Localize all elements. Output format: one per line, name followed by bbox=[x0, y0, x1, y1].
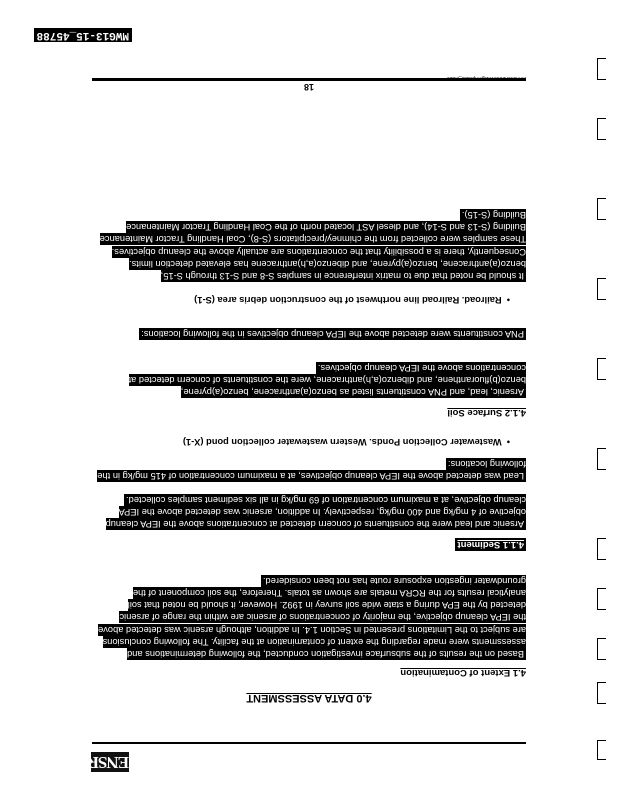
page-number: 18 bbox=[304, 82, 315, 92]
edge-mark bbox=[597, 588, 606, 610]
edge-mark bbox=[597, 58, 606, 80]
edge-mark bbox=[597, 638, 606, 660]
surface-soil-heading: 4.1.2 Surface Soil bbox=[447, 407, 526, 418]
surface-soil-paragraph-2: PNA constituents were detected above the IEPA cleanup objectives in the following locations: bbox=[141, 329, 524, 339]
subsection-heading: 4.1 Extent of Contamination bbox=[400, 667, 526, 678]
ensr-logo: ENSR bbox=[87, 753, 129, 772]
header-rule bbox=[92, 742, 526, 744]
sediment-bullet: • Wastewater Collection Ponds. Western wastewater collection pond (X-1) bbox=[182, 437, 510, 447]
edge-mark bbox=[597, 198, 606, 220]
edge-mark bbox=[597, 538, 606, 560]
sediment-paragraph-2: Lead was detected above the IEPA cleanup objectives, at a maximum concentration of 415 mg/kg in the following locations: bbox=[97, 458, 526, 481]
section-title: 4.0 DATA ASSESSMENT bbox=[246, 692, 372, 704]
footer-path: t:\...\ensr\2000\mwg\...\phase_ii.doc bbox=[92, 78, 526, 81]
surface-soil-paragraph-1: Arsenic, lead, and PNA constituents listed as benzo(a)anthracene, benzo(a)pyrene, benzo(b)fluoranthene, and dibenzo(a,h)anthracene, were the constituents of concern detected at concentrations above the IEPA cleanup objectives. bbox=[128, 362, 526, 397]
sediment-paragraph-1: Arsenic and lead were the constituents of concern detected at concentrations above the IEPA cleanup objective of 4 mg/kg and 400 mg/kg, respectively. In addition, arsenic was detected above the IEPA cleanup objective, at a maximum concentration of 69 mg/kg in all six sediment samples collected. bbox=[105, 494, 526, 529]
surface-soil-bullet: • Railroad. Railroad line northwest of the construction debris area (S-1) bbox=[194, 295, 510, 305]
edge-mark bbox=[597, 448, 606, 470]
surface-soil-paragraph-3: It should be noted that due to matrix interference in samples S-8 and S-13 through S-15, benzo(a)anthracene, benzo(a)pyrene, and dibenzo(a,h)anthracene has elevated detection limits. Consequently, there is a possibility that the concentrations are actually above the cleanup objectives. These samples were collected from the chimney/precipitators (S-8), Coal Handling Tractor Maintenance Building (S-13 and S-14), and diesel AST located north of the Coal Handling Tractor Maintenance Building (S-15). bbox=[99, 209, 526, 281]
document-id: MWG13-15_45788 bbox=[34, 28, 132, 42]
edge-mark bbox=[597, 358, 606, 380]
intro-paragraph: Based on the results of the subsurface investigation conducted, the following determinations and assessments were made regarding the extent of contamination at the facility. The following conclusions are subject to the Limitations presented in Section 1.4. In addition, although arsenic was detected above the IEPA cleanup objective, the majority of concentrations of arsenic are within the range of arsenic detected by the EPA during a state wide soil survey in 1992. However, it should be noted that soil analytical results for the RCRA metals are shown as totals. Therefore, the soil component of the groundwater ingestion exposure route has not been considered. bbox=[98, 575, 526, 659]
edge-mark bbox=[597, 278, 606, 300]
edge-mark bbox=[597, 740, 606, 760]
edge-mark bbox=[597, 118, 606, 140]
sediment-heading: 4.1.1 Sediment bbox=[457, 539, 524, 550]
